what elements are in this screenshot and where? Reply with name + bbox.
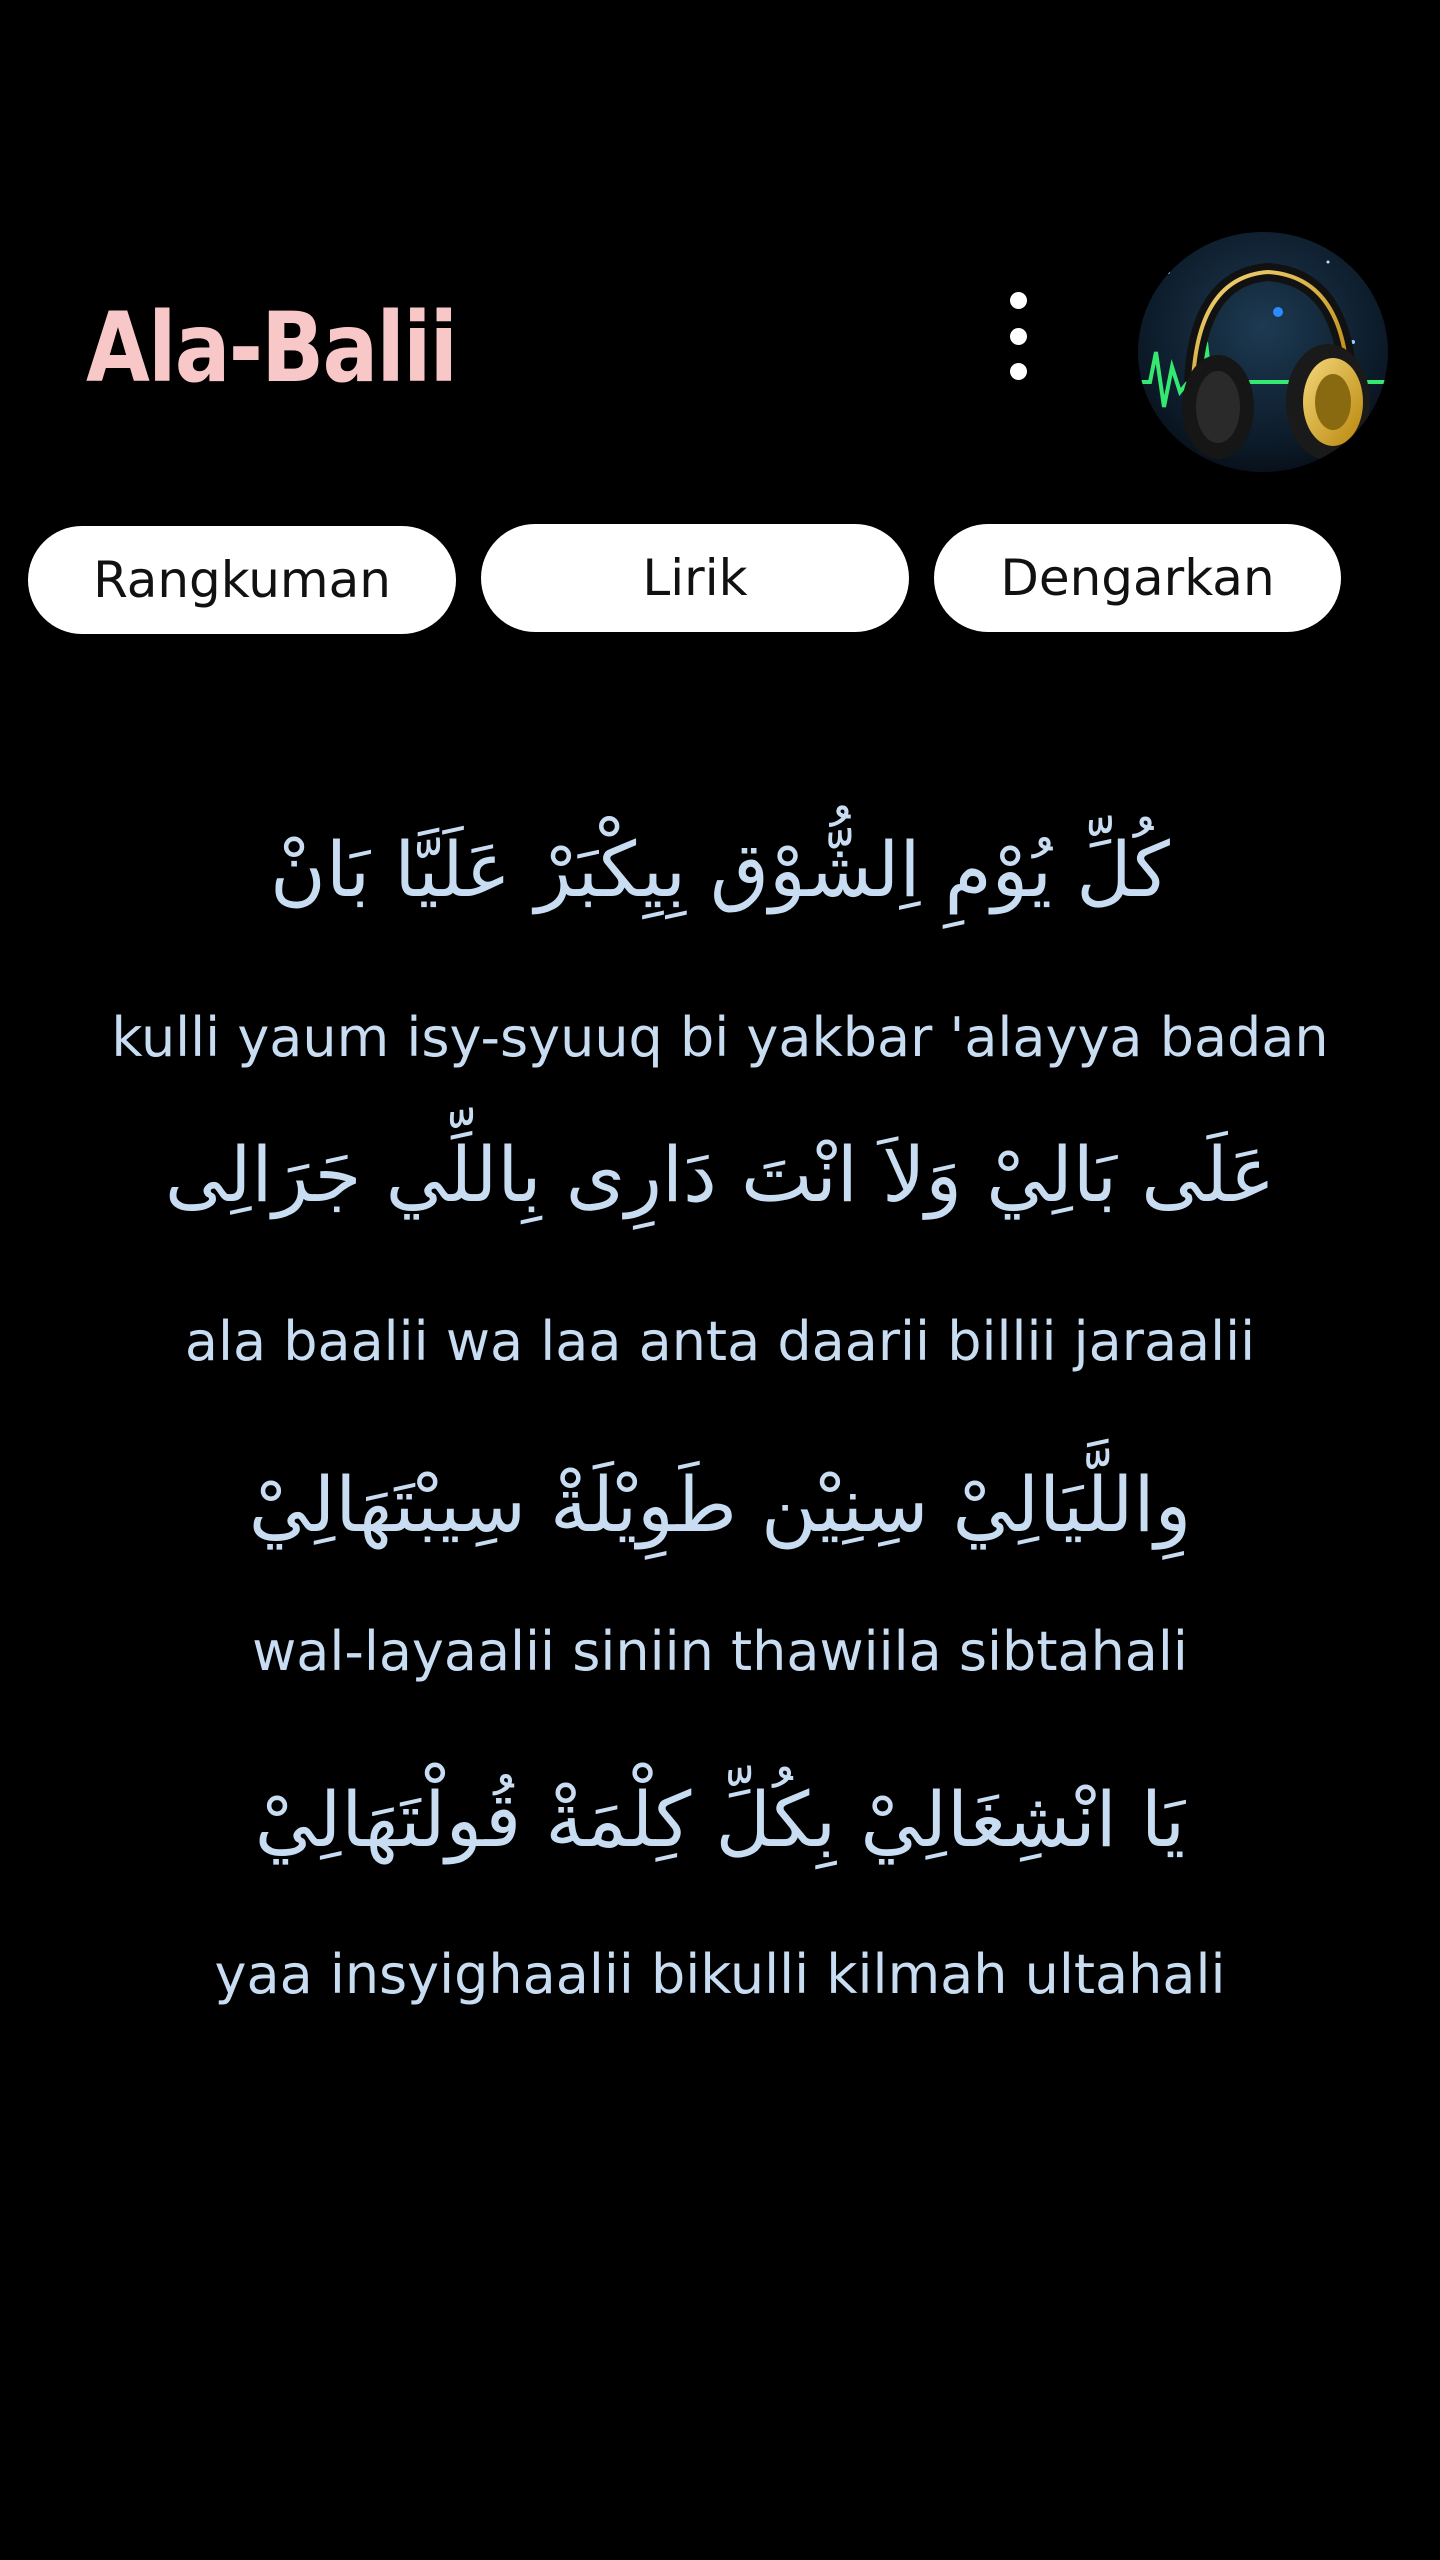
menu-dot [1010,363,1027,380]
lyric-arabic-line: عَلَى بَالِيْ وَلاَ انْتَ دَارِى بِاللِّي جَرَالِى [164,1130,1276,1219]
tab-lirik[interactable]: Lirik [481,524,909,632]
tab-rangkuman[interactable]: Rangkuman [28,526,456,634]
lyric-arabic-line: كُلِّ يُوْمِ اِلشُّوْق بِيِكْبَرْ عَلَيَّا بَانْ [270,825,1170,914]
lyric-latin-line: yaa insyighaalii bikulli kilmah ultahali [214,1943,1226,2006]
lyric-arabic-line: يَا انْشِغَالِيْ بِكُلِّ كِلْمَةْ قُولْتَهَالِيْ [254,1775,1186,1864]
lyric-latin-line: kulli yaum isy-syuuq bi yakbar 'alayya badan [111,1006,1329,1069]
headphones-icon[interactable] [1138,232,1388,472]
menu-dot [1010,328,1027,345]
lyric-arabic-line: وِاللَّيَالِيْ سِنِيْن طَوِيْلَةْ سِيبْتَهَالِيْ [248,1460,1192,1549]
lyric-latin-line: wal-layaalii siniin thawiila sibtahali [252,1620,1188,1683]
more-options-icon[interactable] [990,288,1046,384]
tab-dengarkan[interactable]: Dengarkan [934,524,1341,632]
app-title: Ala-Balii [86,292,457,404]
lyric-latin-line: ala baalii wa laa anta daarii billii jaraalii [184,1310,1256,1373]
menu-dot [1010,292,1027,309]
